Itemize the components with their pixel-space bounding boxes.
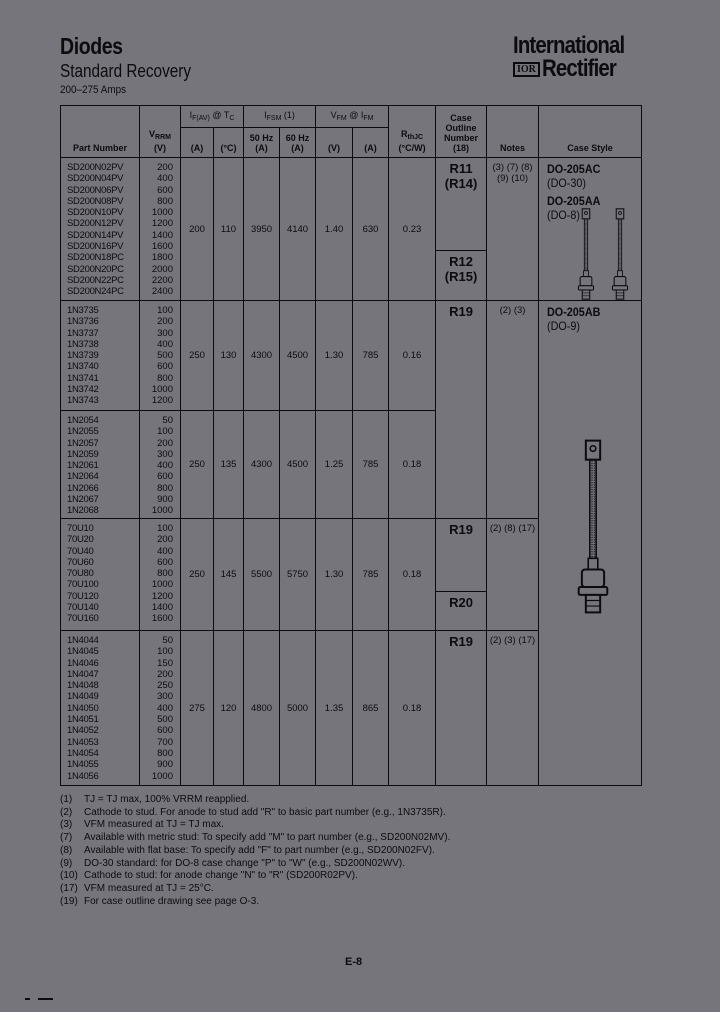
part-number: 1N4045 [67,646,99,658]
case-style-name: DO-205AB [547,305,601,319]
footnote [60,896,450,909]
vrrm-value: 800 [157,747,173,759]
vrrm-value: 1000 [151,207,173,219]
notes-cell [487,301,539,519]
part-number: 1N3743 [67,395,99,407]
vrrm-value-cell [140,158,181,301]
part-number: 1N3735 [67,305,99,316]
footnote-number: (2) [60,806,73,818]
page-number: E-8 [345,956,363,968]
footnote-number: (19) [60,895,78,907]
vrrm-value: 1200 [151,395,173,407]
vrrm-value: 1800 [151,252,173,264]
footnote-text: Available with metric stud: To specify add "M" to part number (e.g., SD200N02MV). [84,832,451,844]
page-title: Diodes [60,33,123,59]
case-outline-cell [436,158,487,301]
rthjc-value: 0.18 [389,411,436,519]
part-number: 1N3738 [67,338,99,350]
part-number: 70U60 [67,556,94,568]
vrrm-value: 800 [157,482,173,494]
case-outline-number: R20 [449,595,473,610]
case-style-alt: (DO-8) [547,208,581,222]
current-range: 200–275 Amps [60,84,127,96]
part-number: SD200N08PV [67,195,124,207]
vrrm-value: 800 [157,568,173,580]
part-number: 1N4051 [67,714,99,726]
ifm-value: 785 [353,519,389,631]
vrrm-value: 300 [157,327,173,339]
vrrm-value: 1000 [151,505,173,517]
case-outline-number: R11 (R14) [444,161,478,191]
part-number: SD200N24PC [67,286,124,298]
rthjc-value: 0.18 [389,631,436,786]
tc-value: 130 [214,301,244,411]
footnote [60,794,450,807]
vrrm-value: 700 [157,736,173,748]
vrrm-value: 400 [157,173,173,185]
rthjc-value: 0.18 [389,519,436,631]
rthjc-value: 0.16 [389,301,436,411]
footnote-text: Available with flat base: To specify add "F" to part number (e.g., SD200N02FV). [84,844,435,856]
tc-value: 120 [214,631,244,786]
vrrm-value: 400 [157,702,173,714]
rthjc-value: 0.23 [389,158,436,301]
notes: (3) (7) (8) (9) (10) [492,162,533,184]
vrrm-value: 800 [157,195,173,207]
notes: (2) (3) [499,305,526,316]
vrrm-value: 500 [157,350,173,362]
vfm-value: 1.30 [316,301,353,411]
part-number: SD200N20PC [67,263,124,275]
part-number: SD200N14PV [67,229,124,241]
part-number: 1N2067 [67,494,99,506]
case-outline-cell [436,519,487,631]
vrrm-value-cell [140,519,181,631]
part-number: 1N3740 [67,361,99,373]
vfm-value: 1.25 [316,411,353,519]
ifav-value: 200 [181,158,214,301]
vrrm-value: 2200 [151,274,173,286]
footnote-text: VFM measured at TJ = TJ max. [84,819,224,831]
case-outline-cell [436,301,487,519]
part-number: 1N4044 [67,635,99,646]
part-number: SD200N06PV [67,184,124,196]
vrrm-value: 100 [157,426,173,438]
vrrm-value: 600 [157,725,173,737]
part-number-cell [61,158,140,301]
logo-line-2: Rectifier [541,55,616,82]
ifm-value: 630 [353,158,389,301]
header-case-outline: Case Outline Number (18) [436,106,487,158]
part-number: 1N3739 [67,350,99,362]
logo-badge: IOR [513,62,540,77]
case-style-cell [539,301,642,786]
vrrm-value: 300 [157,448,173,460]
footnote-text: VFM measured at TJ = 25°C. [84,882,214,894]
ifsm-50hz-value: 3950 [244,158,280,301]
ifsm-60hz-value: 4140 [280,158,316,301]
scan-mark [25,998,30,1000]
vrrm-value: 200 [157,668,173,680]
diode-package-icon [575,208,597,300]
part-number: 1N4053 [67,736,99,748]
case-style-alt: (DO-30) [547,176,587,190]
diode-package-icon [575,439,611,614]
vrrm-value: 400 [157,460,173,472]
subheader-vfm-v: (V) [316,128,353,158]
vrrm-value: 600 [157,184,173,196]
part-number: 70U100 [67,579,99,591]
part-number: 1N4046 [67,657,99,669]
logo-line-1: International [513,32,625,59]
vrrm-value: 400 [157,545,173,557]
header-vfm: $V_{FM}$ @ $I_{FM}$ [316,106,389,128]
company-logo [513,34,643,80]
part-number: 70U80 [67,568,94,580]
subheader-ifav-a: (A) [181,128,214,158]
notes-cell [487,519,539,631]
subheader-ifsm-50hz: 50 Hz (A) [244,128,280,158]
part-number: 1N2064 [67,471,99,483]
table-row-group [61,158,642,301]
footnote-number: (1) [60,794,73,805]
vrrm-value: 1000 [151,579,173,591]
header-ifsm: $I_{FSM}$ (1) [244,106,316,128]
vrrm-value-cell [140,301,181,411]
vrrm-value: 200 [157,316,173,328]
vrrm-value: 1200 [151,218,173,230]
part-number: SD200N18PC [67,252,124,264]
vrrm-value: 900 [157,759,173,771]
ifav-value: 250 [181,411,214,519]
vrrm-value: 2400 [151,286,173,298]
part-number: 1N4052 [67,725,99,737]
part-number-cell [61,519,140,631]
header-vrrm: $V_{RRM}$ (V) [140,106,181,158]
page-subtitle: Standard Recovery [60,61,191,81]
ifsm-50hz-value: 5500 [244,519,280,631]
tc-value: 145 [214,519,244,631]
ifsm-60hz-value: 4500 [280,301,316,411]
vrrm-value: 200 [157,534,173,546]
part-number: SD200N04PV [67,173,124,185]
vrrm-value: 1400 [151,602,173,614]
vrrm-value: 900 [157,494,173,506]
ifsm-60hz-value: 5000 [280,631,316,786]
part-number: 70U10 [67,523,94,534]
ifm-value: 785 [353,301,389,411]
vrrm-value: 800 [157,372,173,384]
tc-value: 135 [214,411,244,519]
part-number-cell [61,301,140,411]
vrrm-value-cell [140,411,181,519]
part-number: 1N2059 [67,448,99,460]
tc-value: 110 [214,158,244,301]
vfm-value: 1.40 [316,158,353,301]
part-number: SD200N10PV [67,207,124,219]
part-number: 1N4048 [67,680,99,692]
ifsm-60hz-value: 5750 [280,519,316,631]
vrrm-value: 300 [157,691,173,703]
vrrm-value: 1400 [151,229,173,241]
vrrm-value: 600 [157,471,173,483]
part-number: SD200N02PV [67,162,124,173]
part-number: 1N2054 [67,415,99,426]
case-outline-cell [436,631,487,786]
footnote [60,832,450,845]
footnote [60,883,450,896]
vrrm-value: 2000 [151,263,173,275]
part-number: 1N4056 [67,770,99,782]
part-number: 1N3741 [67,372,99,384]
ifsm-50hz-value: 4300 [244,411,280,519]
diode-package-icon [609,208,631,300]
table-row-group [61,301,642,411]
case-style-name: DO-205AC [547,162,601,176]
vfm-value: 1.35 [316,631,353,786]
footnote-text: DO-30 standard: for DO-8 case change "P" to "W" (e.g., SD200N02WV). [84,857,405,869]
scan-mark [38,998,53,1000]
vrrm-value: 200 [157,162,173,173]
part-number: 1N4054 [67,747,99,759]
vrrm-value: 250 [157,680,173,692]
vrrm-value: 500 [157,714,173,726]
footnote-text: Cathode to stud. For anode to stud add "R" to basic part number (e.g., 1N3735R). [84,806,446,818]
notes: (2) (3) (17) [489,635,536,646]
footnote-number: (3) [60,819,73,831]
notes-cell [487,631,539,786]
case-style-alt: (DO-9) [547,319,581,333]
vrrm-value: 1000 [151,770,173,782]
footnote-text: TJ = TJ max, 100% VRRM reapplied. [84,794,250,805]
footnote [60,858,450,871]
vfm-value: 1.30 [316,519,353,631]
part-number: 1N2066 [67,482,99,494]
footnotes [60,794,450,908]
part-number: SD200N22PC [67,274,124,286]
ifsm-60hz-value: 4500 [280,411,316,519]
case-outline-number: R19 [449,522,473,537]
footnote-number: (9) [60,857,73,869]
vrrm-value: 50 [162,415,173,426]
part-number-cell [61,631,140,786]
case-style-cell [539,158,642,301]
part-number: 1N3737 [67,327,99,339]
ifm-value: 865 [353,631,389,786]
vrrm-value: 1000 [151,384,173,396]
header-notes: Notes [487,106,539,158]
ifsm-50hz-value: 4300 [244,301,280,411]
vrrm-value: 50 [162,635,173,646]
part-number: 1N2057 [67,437,99,449]
vrrm-value: 150 [157,657,173,669]
ifav-value: 250 [181,301,214,411]
footnote [60,819,450,832]
ifav-value: 275 [181,631,214,786]
footnote-number: (17) [60,882,78,894]
vrrm-value: 100 [157,305,173,316]
header-rthjc: $R_{thJC}$ (°C/W) [389,106,436,158]
subheader-ifsm-60hz: 60 Hz (A) [280,128,316,158]
part-number: 70U140 [67,602,99,614]
part-number: 1N2055 [67,426,99,438]
vrrm-value: 1600 [151,241,173,253]
part-number: 1N2068 [67,505,99,517]
part-number: 1N3742 [67,384,99,396]
vrrm-value: 100 [157,523,173,534]
ifm-value: 785 [353,411,389,519]
footnote [60,807,450,820]
diode-spec-table [60,105,642,786]
vrrm-value: 600 [157,361,173,373]
part-number: 1N2061 [67,460,99,472]
subheader-ifm-a: (A) [353,128,389,158]
header-case-style: Case Style [539,106,642,158]
case-outline-number: R19 [449,304,473,319]
part-number-cell [61,411,140,519]
footnote-text: Cathode to stud: for anode change "N" to "R" (SD200R02PV). [84,870,358,882]
part-number: 70U40 [67,545,94,557]
header-part-number: Part Number [61,106,140,158]
vrrm-value-cell [140,631,181,786]
footnote-number: (7) [60,832,73,844]
header-ifav: $I_{F(AV)}$ @ $T_C$ [181,106,244,128]
ifav-value: 250 [181,519,214,631]
part-number: SD200N12PV [67,218,124,230]
vrrm-value: 600 [157,556,173,568]
subheader-tc: (°C) [214,128,244,158]
part-number: 1N4055 [67,759,99,771]
part-number: 1N3736 [67,316,99,328]
part-number: 1N4050 [67,702,99,714]
case-outline-number: R12 (R15) [444,254,478,284]
notes-cell [487,158,539,301]
part-number: 1N4049 [67,691,99,703]
footnote-number: (8) [60,844,73,856]
vrrm-value: 200 [157,437,173,449]
vrrm-value: 1600 [151,613,173,625]
notes: (2) (8) (17) [489,523,536,534]
footnote-number: (10) [60,870,78,882]
footnote [60,845,450,858]
ifsm-50hz-value: 4800 [244,631,280,786]
part-number: 70U20 [67,534,94,546]
part-number: SD200N16PV [67,241,124,253]
vrrm-value: 1200 [151,590,173,602]
case-outline-number: R19 [449,634,473,649]
vrrm-value: 400 [157,338,173,350]
footnote-text: For case outline drawing see page O-3. [84,895,260,907]
vrrm-value: 100 [157,646,173,658]
part-number: 70U120 [67,590,99,602]
case-style-name: DO-205AA [547,194,601,208]
part-number: 70U160 [67,613,99,625]
footnote [60,870,450,883]
part-number: 1N4047 [67,668,99,680]
